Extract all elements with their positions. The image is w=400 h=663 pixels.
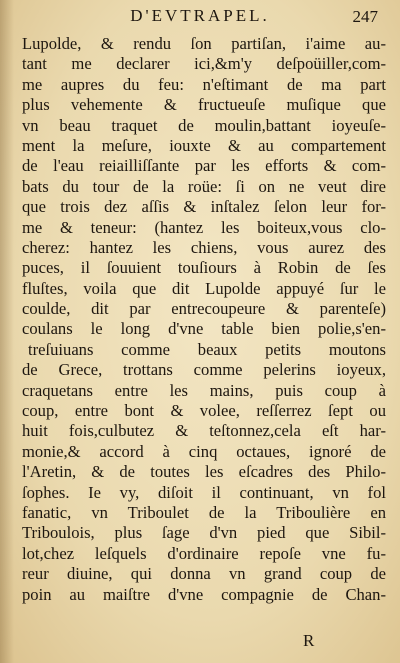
text-line: puces, il ſouuient touſiours à Robin de ſes — [22, 258, 386, 278]
page-number: 247 — [352, 7, 378, 26]
text-line: me aupres du feu: n'eſtimant de ma part — [22, 74, 386, 94]
text-line: cherez: hantez les chiens, vous aurez des — [22, 237, 386, 257]
text-line: de l'eau reiailliſſante par les efforts & com- — [22, 156, 386, 176]
text-line: fanatic, vn Triboulet de la Triboulière en — [22, 502, 386, 522]
text-line: craquetans entre les mains, puis coup à — [22, 380, 386, 400]
text-line: que trois dez aſſis & inſtalez ſelon leur for- — [22, 197, 386, 217]
text-line: coup, entre bont & volee, reſſerrez ſept ou — [22, 401, 386, 421]
text-line: de Grece, trottans comme pelerins ioyeux, — [22, 360, 386, 380]
text-line: me & teneur: (hantez les boiteux,vous clo- — [22, 217, 386, 237]
signature-mark: R — [303, 631, 315, 650]
text-line: reur diuine, qui donna vn grand coup de — [22, 564, 386, 584]
running-head: D'EVTRAPEL. — [130, 6, 270, 25]
text-line: tant me declarer ici,&m'y deſpoüiller,com- — [22, 54, 386, 74]
body-text — [22, 34, 386, 605]
text-line: bats du tour de la roüe: ſi on ne veut dire — [22, 176, 386, 196]
text-line: poin au maiſtre d'vne compagnie de Chan- — [22, 584, 386, 604]
text-line: coulde, dit par entrecoupeure & parenteſe) — [22, 299, 386, 319]
text-line: plus vehemente & fructueuſe muſique que — [22, 95, 386, 115]
text-line: ſophes. Ie vy, diſoit il continuant, vn fol — [22, 482, 386, 502]
page-header — [0, 6, 400, 30]
text-line: fluſtes, voila que dit Lupolde appuyé ſur le — [22, 278, 386, 298]
text-line: coulans le long d'vne table bien polie,s'en- — [22, 319, 386, 339]
text-line: vn beau traquet de moulin,battant ioyeuſe- — [22, 115, 386, 135]
text-line: Triboulois, plus ſage d'vn pied que Sibil- — [22, 523, 386, 543]
text-line: huit fois,culbutez & teſtonnez,cela eſt har- — [22, 421, 386, 441]
text-line: monie,& accord à cinq octaues, ignoré de — [22, 441, 386, 461]
text-line: lot,chez leſquels d'ordinaire repoſe vne fu- — [22, 543, 386, 563]
text-line: ment la meſure, iouxte & au compartement — [22, 135, 386, 155]
text-line: l'Aretin, & de toutes les eſcadres des Philo- — [22, 462, 386, 482]
text-line: treſuiuans comme beaux petits moutons — [28, 339, 386, 359]
text-line: Lupolde, & rendu ſon partiſan, i'aime au- — [22, 34, 386, 53]
